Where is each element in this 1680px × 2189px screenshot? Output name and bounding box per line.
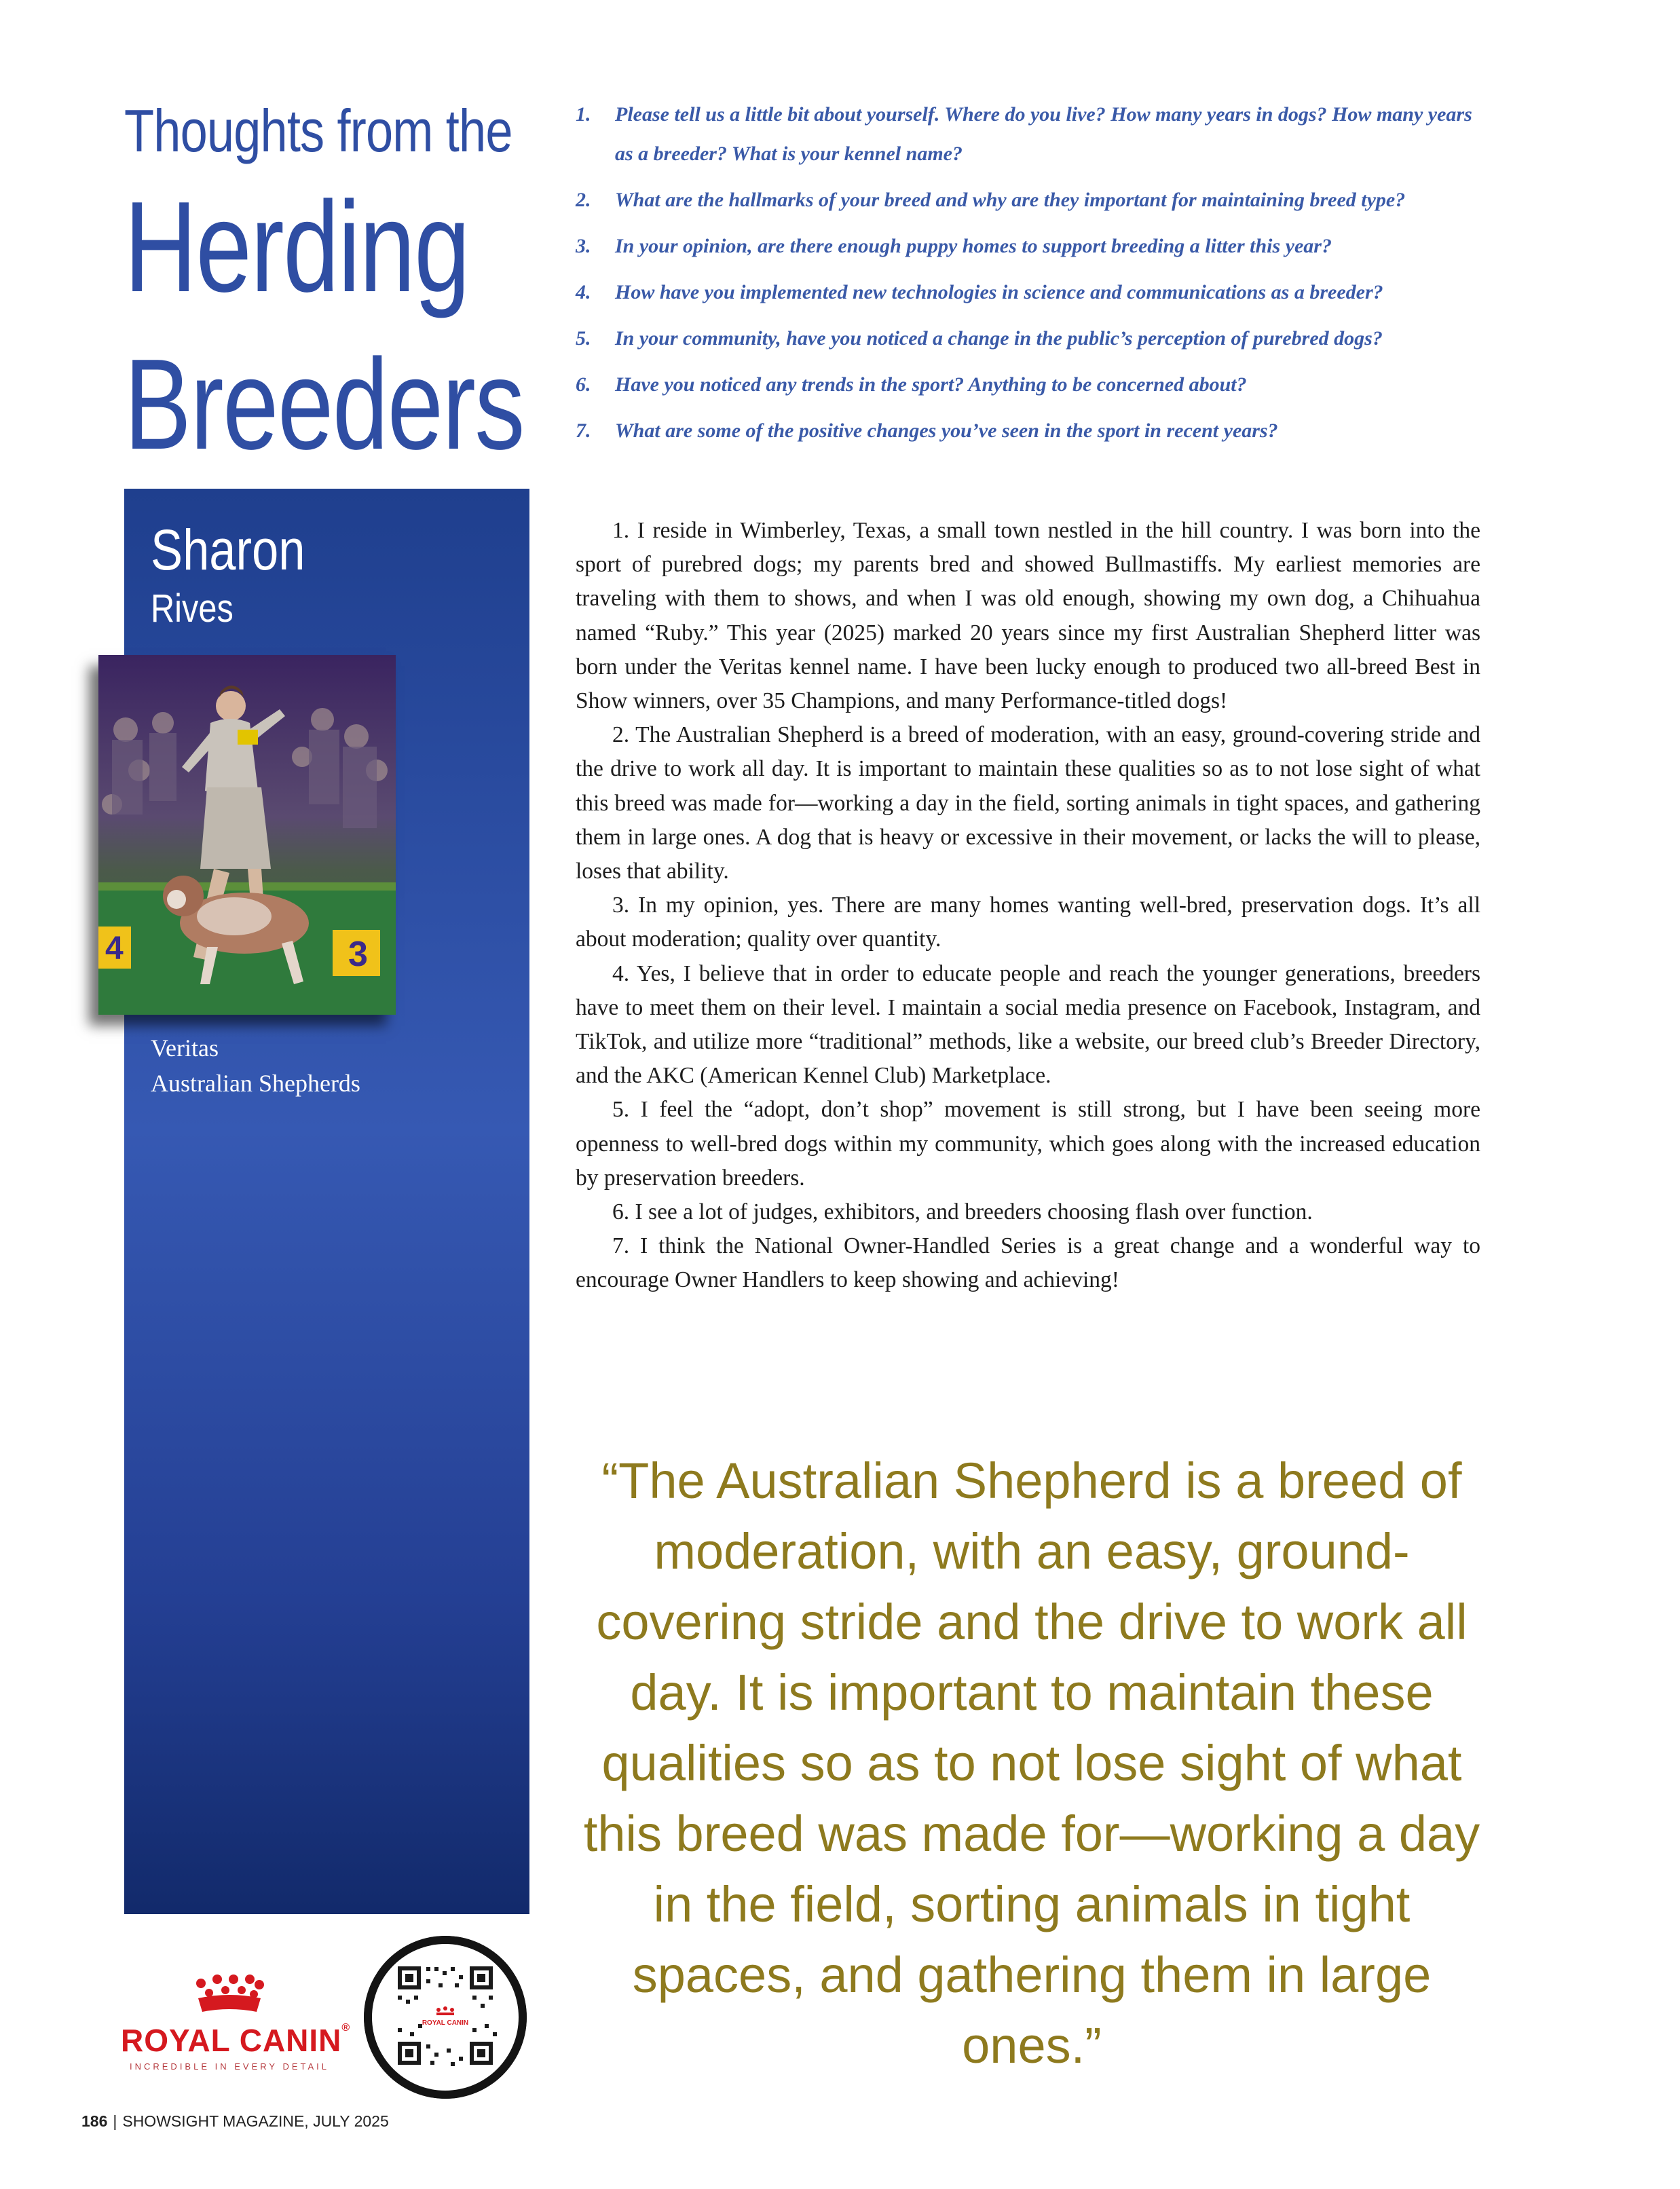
breeder-first-name: Sharon <box>151 518 305 582</box>
answer-paragraph: 7. I think the National Owner-Handled Series is a great change and a wonderful way to encourage Owner Handlers to keep showing and achieving! <box>576 1233 1480 1293</box>
answer-paragraph: 2. The Australian Shepherd is a breed of moderation, with an easy, ground-covering stride and the drive to work all day. It is important to maintain these qualities so as to not lose sight of what this breed was made for—working a day in the field, sorting animals in tight spaces, and gathering them in large ones. A dog that is heavy or excessive in their movement, or lacks the will to please, loses that ability. <box>576 722 1480 884</box>
question-item <box>576 95 1485 174</box>
answers-body <box>576 514 1480 1298</box>
question-number: 5. <box>576 327 591 350</box>
breeder-last-name: Rives <box>151 586 234 631</box>
answer-paragraph: 4. Yes, I believe that in order to educate people and reach the younger generations, breeders have to meet them on their level. I maintain a social media presence on Facebook, Instagram, and TikTok, and utilize more “traditional” methods, like a website, our breed club’s Breeder Directory, and the AKC (American Kennel Club) Marketplace. <box>576 960 1480 1089</box>
question-number: 1. <box>576 103 591 126</box>
question-text: In your community, have you noticed a change in the public’s perception of purebred dogs? <box>615 327 1383 350</box>
qr-brand-label: ROYAL CANIN <box>422 2019 469 2027</box>
question-text: What are the hallmarks of your breed and why are they important for maintaining breed type? <box>615 189 1406 211</box>
answer-paragraph: 5. I feel the “adopt, don’t shop” movement is still strong, but I have been seeing more openness to well-bred dogs within my community, which goes along with the increased education by preservation breeders. <box>576 1097 1480 1191</box>
logo-wordmark-text: ROYAL CANIN <box>121 2023 342 2058</box>
royal-canin-logo[interactable] <box>121 1974 351 2072</box>
answer-paragraph: 3. In my opinion, yes. There are many homes wanting well-bred, preservation dogs. It’s all about moderation; quality over quantity. <box>576 893 1480 952</box>
question-item <box>576 365 1485 405</box>
footer-separator: | <box>113 2112 117 2130</box>
answer-paragraph: 1. I reside in Wimberley, Texas, a small town nestled in the hill country. I was born into the sport of purebred dogs; my parents bred and showed Bullmastiffs. My earliest memories are traveling with them to shows, and when I was old enough, showing my own dog, a Chihuahua named “Ruby.” This year (2025) marked 20 years since my first Australian Shepherd litter was born under the Veritas kennel name. I have been lucky enough to produced two all-breed Best in Show winners, over 35 Champions, and many Performance-titled dogs! <box>576 518 1480 714</box>
question-number: 2. <box>576 189 591 211</box>
logo-tagline: INCREDIBLE IN EVERY DETAIL <box>129 2061 329 2072</box>
question-text: In your opinion, are there enough puppy homes to support breeding a litter this year? <box>615 235 1332 257</box>
question-number: 6. <box>576 373 591 396</box>
ring-number-right: 3 <box>348 935 368 974</box>
kennel-line-2: Australian Shepherds <box>151 1070 360 1097</box>
question-list <box>576 95 1485 451</box>
qr-code[interactable] <box>364 1936 527 2099</box>
qr-code-graphic <box>364 1936 527 2099</box>
kennel-name <box>151 1030 360 1101</box>
ring-number-left: 4 <box>105 931 124 967</box>
breeder-photo <box>98 655 396 1015</box>
question-number: 3. <box>576 235 591 257</box>
publication-name: SHOWSIGHT MAGAZINE, JULY 2025 <box>122 2112 389 2130</box>
pull-quote: “The Australian Shepherd is a breed of moderation, with an easy, ground-covering stride and the drive to work all day. It is important to maintain these qualities so as to not lose sight of what this breed was made for—working a day in the field, sorting animals in tight spaces, and gathering them in large ones.” <box>583 1453 1480 2074</box>
question-text: How have you implemented new technologies in science and communications as a breeder? <box>615 281 1383 303</box>
question-item <box>576 227 1485 266</box>
crown-icon <box>189 1974 270 2016</box>
question-item <box>576 273 1485 312</box>
page-title <box>124 94 524 483</box>
question-item <box>576 181 1485 220</box>
page-footer <box>81 2112 389 2131</box>
question-text: Please tell us a little bit about yourself. Where do you live? How many years in dogs? How many years as a breeder? What is your kennel name? <box>615 103 1472 165</box>
question-number: 4. <box>576 281 591 303</box>
title-line-2: Herding <box>124 175 470 319</box>
title-line-1: Thoughts from the <box>124 97 512 164</box>
title-line-3: Breeders <box>124 333 524 476</box>
kennel-line-1: Veritas <box>151 1034 219 1062</box>
page-number: 186 <box>81 2112 108 2130</box>
question-number: 7. <box>576 419 591 442</box>
question-item <box>576 319 1485 358</box>
show-ring-illustration <box>98 655 396 1015</box>
answer-paragraph: 6. I see a lot of judges, exhibitors, and breeders choosing flash over function. <box>612 1199 1313 1225</box>
logo-wordmark <box>121 2022 351 2059</box>
question-item <box>576 411 1485 451</box>
registered-mark: ® <box>341 2022 351 2034</box>
question-text: Have you noticed any trends in the sport? Anything to be concerned about? <box>615 373 1247 396</box>
question-text: What are some of the positive changes you’ve seen in the sport in recent years? <box>615 419 1278 442</box>
